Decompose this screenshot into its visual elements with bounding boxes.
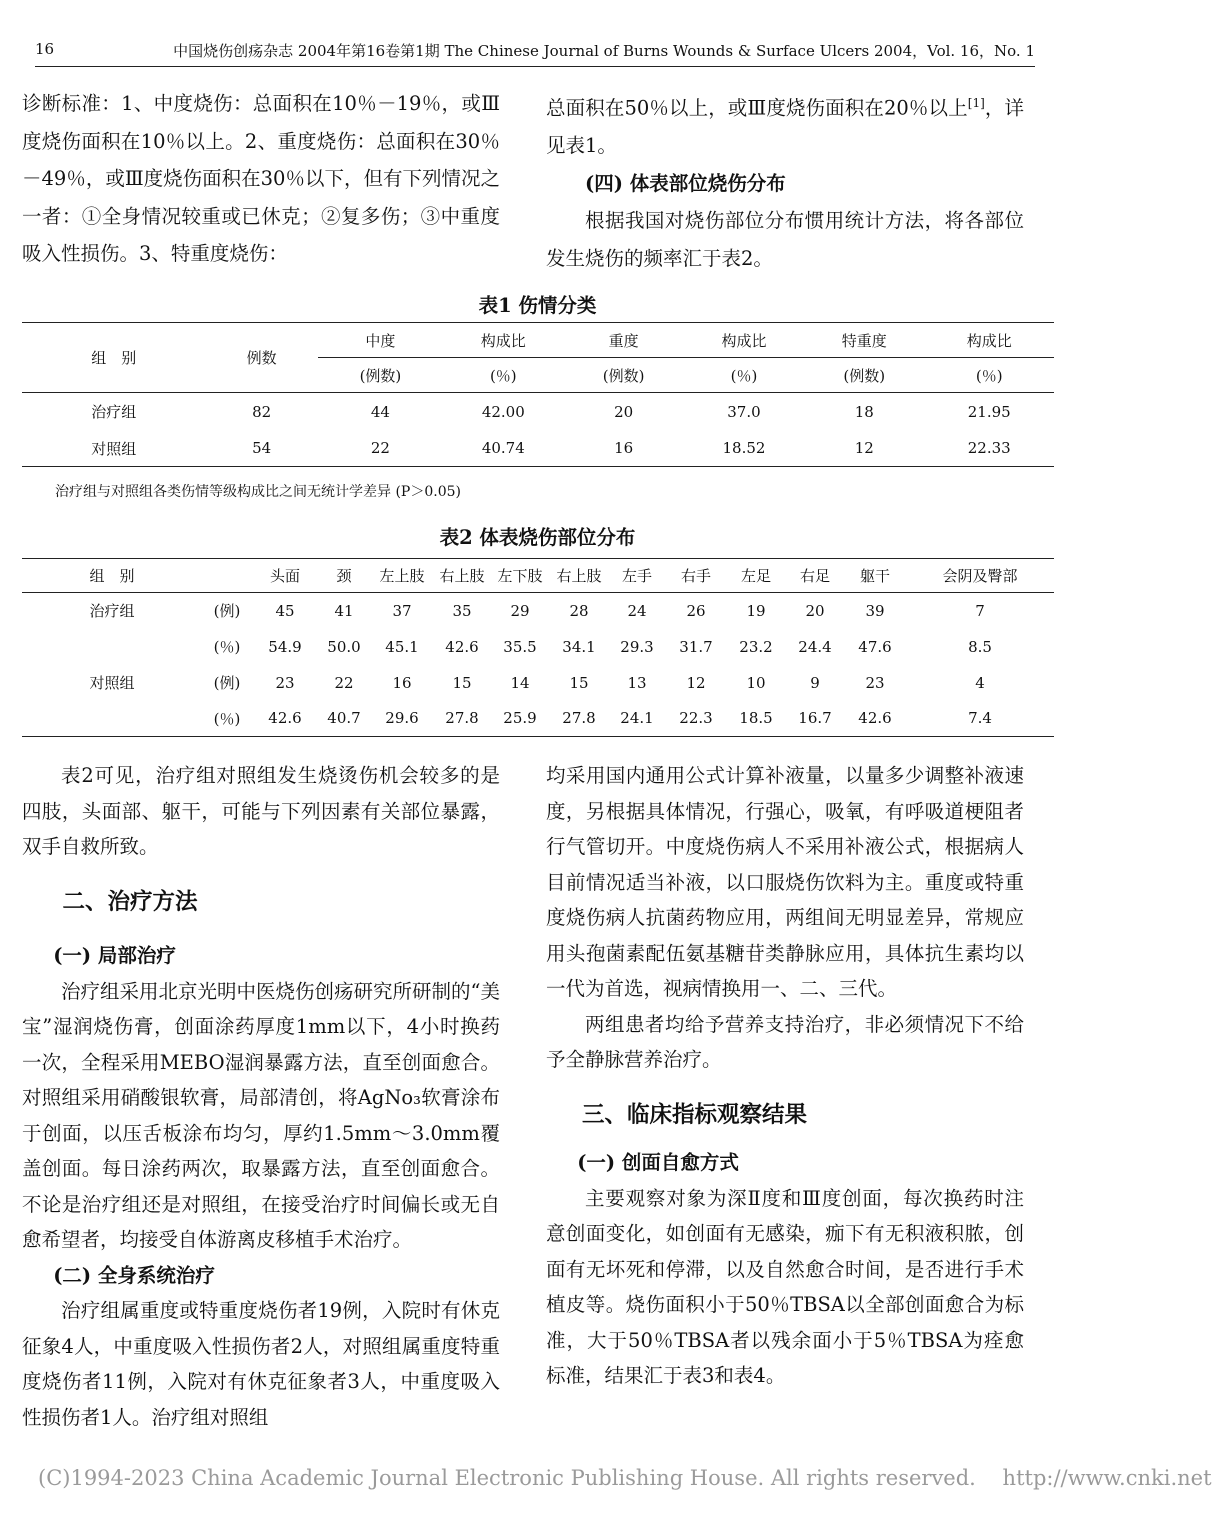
distribution-paragraph: 根据我国对烧伤部位分布惯用统计方法，将各部位发生烧伤的频率汇于表2。 <box>546 209 1024 270</box>
table2-cell: 50.0 <box>327 637 361 656</box>
table1-subheader: (例数) <box>602 366 645 385</box>
table2-cell: 31.7 <box>679 637 713 656</box>
table2-cell: 34.1 <box>562 637 596 656</box>
journal-citation: 中国烧伤创疡杂志 2004年第16卷第1期 The Chinese Journal of Burns Wounds & Surface Ulcers 2004，Vol. 16，No. 1 <box>173 42 1035 60</box>
subsection-heading-healing: (一) 创面自愈方式 <box>577 1151 739 1174</box>
table2-cell: 28 <box>569 601 589 620</box>
col1-top <box>22 85 500 273</box>
table1-cell: 18 <box>854 402 874 421</box>
table2-cell: 4 <box>975 673 985 692</box>
table2-header: 颈 <box>336 567 352 585</box>
table2-cell: 40.7 <box>327 709 361 728</box>
table2-cell: 15 <box>452 673 472 692</box>
table2-cell: 24 <box>627 601 647 620</box>
table-row <box>22 431 1054 467</box>
table2-header: 左上肢 <box>379 567 425 585</box>
table2-cell: 42.6 <box>445 637 479 656</box>
table1-header: 特重度 <box>804 323 924 358</box>
table2-cell: 23.2 <box>739 637 773 656</box>
table2-header: 右上肢 <box>439 567 485 585</box>
table2-row-label: 治疗组 <box>89 602 135 621</box>
subsection-heading-4: (四) 体表部位烧伤分布 <box>585 171 786 195</box>
table1-subheader: (％) <box>489 366 517 385</box>
table2-header: 会阴及臀部 <box>942 567 1018 585</box>
page-number: 16 <box>35 40 55 58</box>
table2-unit: (例) <box>213 674 241 692</box>
table2-header: 右手 <box>680 567 711 585</box>
table1-cell: 21.95 <box>967 402 1011 421</box>
table1-cell: 54 <box>252 439 272 458</box>
table2-unit: (％) <box>213 638 241 656</box>
table1-cell: 37.0 <box>727 402 761 421</box>
table2-cell: 24.1 <box>620 709 654 728</box>
table2-cell: 23 <box>275 673 295 692</box>
table2-cell: 18.5 <box>739 709 773 728</box>
table2-cell: 20 <box>805 601 825 620</box>
table1-cases-header: 例数 <box>206 323 318 393</box>
criteria-continuation-paragraph: 总面积在50％以上，或Ⅲ度烧伤面积在20％以上[1]，详见表1。 <box>546 96 1024 157</box>
table1-cell: 12 <box>854 439 874 458</box>
healing-observation-paragraph: 主要观察对象为深Ⅱ度和Ⅲ度创面，每次换药时注意创面变化，如创面有无感染，痂下有无积液积脓，创面有无坏死和停滞，以及自然愈合时间，是否进行手术植皮等。烧伤面积小于50％TBSA以全部创面愈合为标准，大于50％TBSA者以残余面小于5％TBSA为痊愈标准，结果汇于表3和表4。 <box>546 1186 1024 1387</box>
table1-cell: 44 <box>370 402 390 421</box>
table2-header: 头面 <box>269 567 300 585</box>
table2-group-header: 组 别 <box>89 567 135 585</box>
table2-cell: 27.8 <box>445 709 479 728</box>
table2-cell: 22 <box>334 673 354 692</box>
table-row <box>22 665 1054 701</box>
systemic-treatment-paragraph: 治疗组属重度或特重度烧伤者19例，入院时有休克征象4人，中重度吸入性损伤者2人，对照组属重度特重度烧伤者11例，入院对有休克征象者3人，中重度吸入性损伤者1人。治疗组对照组 <box>22 1299 500 1429</box>
table2-cell: 29 <box>510 601 530 620</box>
table2-cell: 29.6 <box>385 709 419 728</box>
table1-header: 重度 <box>563 323 683 358</box>
table2-cell: 13 <box>627 673 647 692</box>
table1-cell: 42.00 <box>481 402 525 421</box>
table2-cell: 16.7 <box>798 709 832 728</box>
table2-unit: (％) <box>213 709 241 728</box>
table2-cell: 35 <box>452 601 472 620</box>
col2-top <box>546 85 1024 277</box>
table2-cell: 25.9 <box>503 709 537 728</box>
table2-cell: 29.3 <box>620 637 654 656</box>
table2-cell: 35.5 <box>503 637 537 656</box>
table2-cell: 26 <box>686 601 706 620</box>
table1-header: 构成比 <box>684 323 804 358</box>
table2-cell: 10 <box>746 673 766 692</box>
table2-cell: 42.6 <box>268 709 302 728</box>
table2-header: 躯干 <box>859 567 890 585</box>
table1-subheader: (例数) <box>843 366 886 385</box>
table1-note: 治疗组与对照组各类伤情等级构成比之间无统计学差异 (P＞0.05) <box>55 484 461 500</box>
table1-cell: 22.33 <box>967 439 1011 458</box>
table2-header: 右上肢 <box>556 567 602 585</box>
table-row <box>22 593 1054 629</box>
table2-cell: 27.8 <box>562 709 596 728</box>
footer-url[interactable]: http://www.cnki.net <box>1002 1466 1212 1490</box>
table2-discussion-paragraph: 表2可见，治疗组对照组发生烧烫伤机会较多的是四肢，头面部、躯干，可能与下列因素有关部位暴露，双手自救所致。 <box>22 764 500 858</box>
table2-header: 左足 <box>740 567 771 585</box>
table1-caption: 表1 伤情分类 <box>478 294 597 317</box>
table2-cell: 39 <box>865 601 885 620</box>
table1-header: 构成比 <box>924 323 1054 358</box>
table1-header: 中度 <box>318 323 443 358</box>
fluid-therapy-paragraph: 均采用国内通用公式计算补液量，以量多少调整补液速度，另根据具体情况，行强心，吸氧，有呼吸道梗阻者行气管切开。中度烧伤病人不采用补液公式，根据病人目前情况适当补液，以口服烧伤饮料为主。重度或特重度烧伤病人抗菌药物应用，两组间无明显差异，常规应用头孢菌素配伍氨基糖苷类静脉应用，具体抗生素均以一代为首选，视病情换用一、二、三代。 <box>546 764 1024 1000</box>
table1-cell: 18.52 <box>722 439 766 458</box>
table2-cell: 12 <box>686 673 706 692</box>
col1-bottom <box>22 758 500 1435</box>
table2-cell: 24.4 <box>798 637 832 656</box>
table2-header: 左手 <box>621 567 652 585</box>
table-row <box>22 393 1054 431</box>
table1-row-label: 对照组 <box>91 439 137 458</box>
table1-header: 构成比 <box>443 323 563 358</box>
table2-cell: 16 <box>392 673 412 692</box>
table-row <box>22 629 1054 665</box>
table2-cell: 47.6 <box>858 637 892 656</box>
table2-cell: 54.9 <box>268 637 302 656</box>
table2 <box>22 558 1054 737</box>
table2-cell: 7 <box>975 601 985 620</box>
reference-marker: [1] <box>967 96 985 110</box>
subsection-heading-systemic: (二) 全身系统治疗 <box>53 1263 215 1287</box>
table1-row-label: 治疗组 <box>91 403 137 422</box>
table1-subheader: (例数) <box>359 366 402 385</box>
table2-cell: 7.4 <box>968 709 992 728</box>
col2-bottom <box>546 758 1024 1394</box>
table2-cell: 14 <box>510 673 530 692</box>
table2-cell: 41 <box>334 601 354 620</box>
table2-caption: 表2 体表烧伤部位分布 <box>439 526 636 549</box>
table1-group-header: 组 别 <box>22 323 206 393</box>
section-heading-2: 二、治疗方法 <box>62 888 198 915</box>
table-row <box>22 701 1054 737</box>
table2-cell: 45.1 <box>385 637 419 656</box>
table1 <box>22 322 1054 467</box>
table1-cell: 16 <box>614 439 634 458</box>
table1-cell: 20 <box>614 402 634 421</box>
section-heading-3: 三、临床指标观察结果 <box>582 1101 808 1128</box>
nutrition-paragraph: 两组患者均给予营养支持治疗，非必须情况下不给予全静脉营养治疗。 <box>546 1012 1024 1071</box>
table2-unit: (例) <box>213 602 241 621</box>
table2-cell: 9 <box>810 673 820 692</box>
table2-cell: 42.6 <box>858 709 892 728</box>
table1-subheader: (％) <box>730 366 758 385</box>
table1-cell: 40.74 <box>481 439 525 458</box>
table2-cell: 8.5 <box>968 637 992 656</box>
copyright-text: (C)1994-2023 China Academic Journal Electronic Publishing House. All rights reserved. <box>38 1466 976 1490</box>
table1-subheader: (％) <box>975 366 1003 385</box>
copyright-footer <box>38 1466 1212 1490</box>
table2-cell: 23 <box>865 673 885 692</box>
table2-row-label: 对照组 <box>89 674 135 692</box>
table2-cell: 22.3 <box>679 709 713 728</box>
table2-cell: 45 <box>275 601 295 620</box>
table2-cell: 19 <box>746 601 766 620</box>
table2-cell: 37 <box>392 601 412 620</box>
table2-header: 右足 <box>799 567 830 585</box>
diagnosis-criteria-paragraph: 诊断标准：1、中度烧伤：总面积在10％－19％，或Ⅲ度烧伤面积在10％以上。2、重度烧伤：总面积在30％－49％，或Ⅲ度烧伤面积在30％以下，但有下列情况之一者：①全身情况较重或已休克；②复多伤；③中重度吸入性损伤。3、特重度烧伤： <box>22 92 500 265</box>
table2-header: 左下肢 <box>497 567 543 585</box>
subsection-heading-local: (一) 局部治疗 <box>53 944 176 967</box>
table2-cell: 15 <box>569 673 589 692</box>
table1-cell: 22 <box>370 439 390 458</box>
local-treatment-paragraph: 治疗组采用北京光明中医烧伤创疡研究所研制的“美宝”湿润烧伤膏，创面涂药厚度1mm以下，4小时换药一次，全程采用MEBO湿润暴露方法，直至创面愈合。对照组采用硝酸银软膏，局部清创，将AgNo₃软膏涂布于创面，以压舌板涂布均匀，厚约1.5mm～3.0mm覆盖创面。每日涂药两次，取暴露方法，直至创面愈合。不论是治疗组还是对照组，在接受治疗时间偏长或无自愈希望者，均接受自体游离皮移植手术治疗。 <box>22 979 500 1251</box>
table1-cell: 82 <box>252 402 272 421</box>
running-header <box>35 40 1035 67</box>
